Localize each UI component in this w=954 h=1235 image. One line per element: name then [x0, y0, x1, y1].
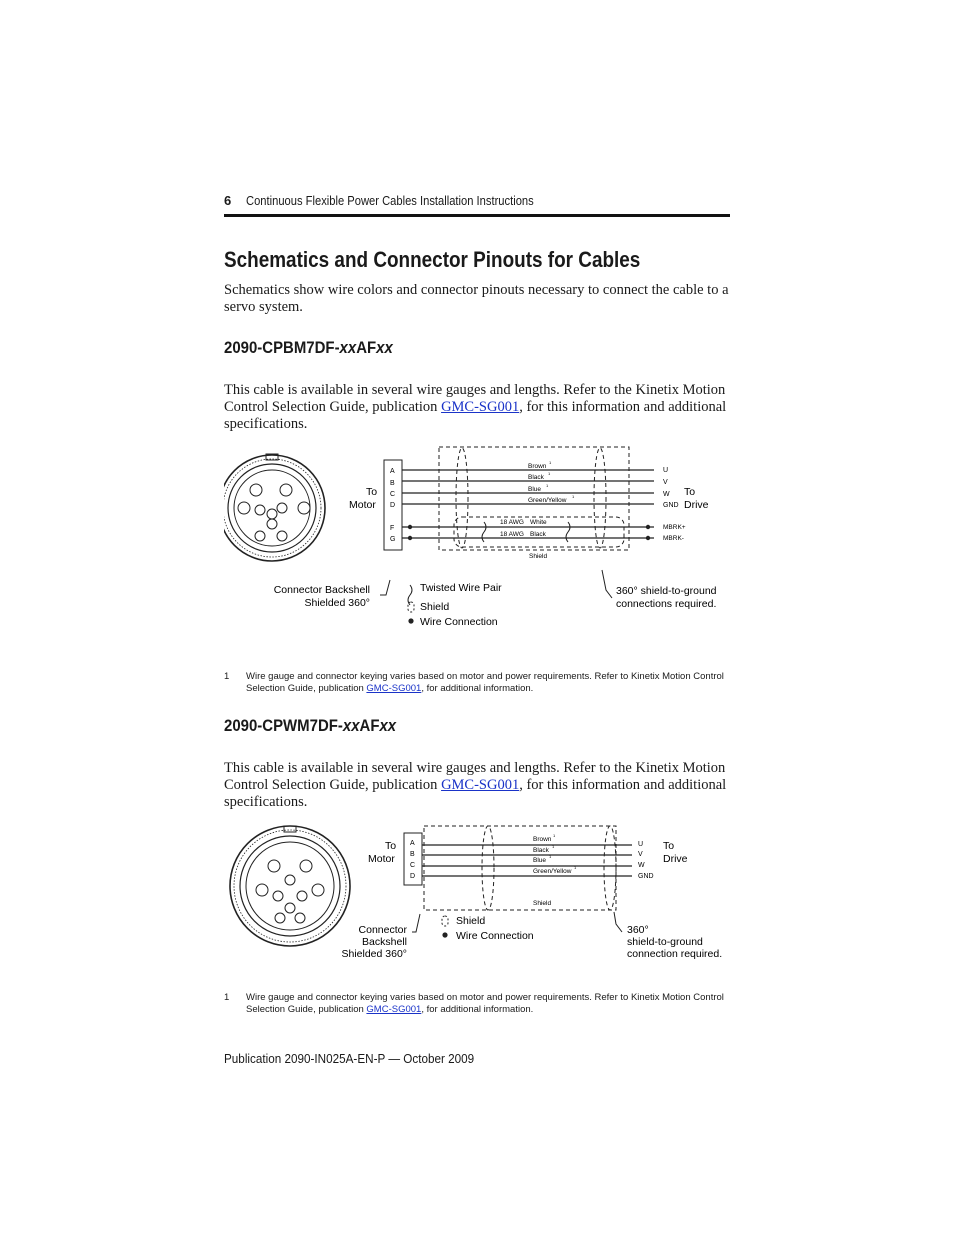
pin-C: C: [410, 862, 416, 869]
cable1-desc-text: This cable is available in several wire gauges and lengths. Refer to the Kinetix Motion Control Selection Guide, publication: [224, 382, 726, 415]
term-W: W: [638, 862, 645, 869]
shield-icon: [442, 916, 448, 926]
legend-shield: Shield: [456, 915, 486, 927]
wire-greenyellow-note: 1: [574, 865, 577, 870]
wire-black-note: 1: [552, 844, 555, 849]
term-W: W: [663, 491, 670, 498]
term-V: V: [638, 851, 643, 858]
backshell-label-3: Shielded 360°: [341, 948, 407, 960]
wire-brown-note: 1: [549, 460, 552, 465]
ground-note: 360° shield-to-ground: [616, 585, 717, 597]
backshell-label-2: Shielded 360°: [304, 597, 370, 609]
cable1-heading: [224, 338, 393, 358]
inner-shield-label: Shield: [529, 553, 548, 560]
to-motor-label-2: Motor: [349, 499, 376, 511]
term-U: U: [638, 841, 644, 848]
pin-C: C: [390, 491, 396, 498]
pin-D: D: [410, 873, 416, 880]
ground-note-2: connections required.: [616, 598, 717, 610]
cable2-heading: [224, 716, 396, 736]
ground-note-2: shield-to-ground: [627, 936, 703, 948]
term-MBRK-plus: MBRK+: [663, 524, 686, 531]
cable1-description: [224, 382, 732, 433]
wire-blue-note: 1: [546, 483, 549, 488]
section-intro: Schematics show wire colors and connector pinouts necessary to connect the cable to a servo system.: [224, 282, 729, 315]
to-motor-label-2: Motor: [368, 853, 395, 865]
wire-brown-label: Brown: [528, 463, 547, 470]
to-motor-label: To: [385, 840, 397, 852]
wire-brown-note: 1: [553, 833, 556, 838]
cable2-schematic: [224, 820, 744, 970]
cable2-footnote-marker: 1: [224, 992, 230, 1003]
wire-black-note: 1: [548, 471, 551, 476]
wire-greenyellow-note: 1: [572, 494, 575, 499]
term-V: V: [663, 479, 668, 486]
publication-footer: Publication 2090-IN025A-EN-P — October 2009: [224, 1051, 475, 1066]
cable2-footnote-link[interactable]: GMC-SG001: [366, 1004, 422, 1015]
to-drive-label-2: Drive: [663, 853, 688, 865]
cable1-footnote-text: Wire gauge and connector keying varies based on motor and power requirements. Refer to Kinetix Motion Control Selection Guide, publication: [246, 671, 724, 694]
wire-blue-note: 1: [549, 854, 552, 859]
twist-icon: [566, 522, 570, 542]
section-title: Schematics and Connector Pinouts for Cables: [224, 247, 641, 272]
cable1-heading-var2: xx: [376, 338, 393, 357]
ground-note-3: connection required.: [627, 948, 723, 960]
wire-blue-label: Blue: [528, 486, 542, 493]
cable2-heading-prefix: 2090-CPWM7DF-: [224, 716, 343, 735]
wire-greenyellow-label: Green/Yellow: [528, 497, 567, 504]
backshell-label: Connector Backshell: [273, 584, 370, 596]
pin-G: G: [390, 536, 396, 543]
to-drive-label: To: [684, 486, 696, 498]
cable2-heading-var2: xx: [379, 716, 397, 735]
connection-dot-icon: [408, 618, 413, 623]
cable1-heading-mid: AF: [356, 338, 377, 357]
legend-connection: Wire Connection: [420, 616, 498, 628]
cable1-footnote: [246, 671, 732, 695]
cable2-desc-text: This cable is available in several wire gauges and lengths. Refer to the Kinetix Motion Control Selection Guide, publication: [224, 760, 726, 793]
cable2-footnote-text: Wire gauge and connector keying varies based on motor and power requirements. Refer to Kinetix Motion Control Selection Guide, publication: [246, 992, 724, 1015]
brake-color-1: White: [530, 519, 547, 526]
twist-icon: [482, 522, 486, 542]
pin-D: D: [390, 502, 396, 509]
wire-blue-label: Blue: [533, 857, 547, 864]
cable2-footnote-end: , for additional information.: [421, 1004, 534, 1015]
page-number: 6: [224, 193, 232, 208]
cable2-description: [224, 760, 732, 811]
cable1-footnote-end: , for additional information.: [421, 683, 534, 694]
cable1-footnote-marker: 1: [224, 671, 230, 682]
pin-B: B: [390, 480, 395, 487]
header-rule: [224, 214, 730, 217]
brake-gauge-2: 18 AWG: [500, 531, 524, 538]
pin-A: A: [390, 468, 395, 475]
to-drive-label: To: [663, 840, 675, 852]
term-GND: GND: [663, 502, 679, 509]
cable2-footnote: [246, 992, 732, 1016]
brake-gauge-1: 18 AWG: [500, 519, 524, 526]
wire-black-label: Black: [533, 847, 549, 854]
cable2-gmc-link[interactable]: GMC-SG001: [441, 777, 520, 793]
cable1-heading-var1: xx: [339, 338, 357, 357]
wire-black-label: Black: [528, 474, 544, 481]
cable1-desc-text-end: , for this information and additional specifications.: [224, 399, 727, 432]
connector-face-icon: [224, 454, 325, 561]
to-motor-label: To: [366, 486, 378, 498]
connector-face-icon: [230, 826, 350, 946]
cable1-gmc-link[interactable]: GMC-SG001: [441, 399, 520, 415]
to-drive-label-2: Drive: [684, 499, 709, 511]
brake-color-2: Black: [530, 531, 546, 538]
cable1-footnote-link[interactable]: GMC-SG001: [366, 683, 422, 694]
legend-shield: Shield: [420, 601, 450, 613]
legend-twisted-pair: Twisted Wire Pair: [420, 582, 502, 594]
term-MBRK-minus: MBRK-: [663, 535, 684, 542]
power-wires: [422, 845, 632, 876]
wire-greenyellow-label: Green/Yellow: [533, 868, 572, 875]
cable2-desc-text-end: , for this information and additional specifications.: [224, 777, 727, 810]
outer-shield: [424, 826, 616, 910]
cable1-heading-prefix: 2090-CPBM7DF-: [224, 338, 340, 357]
pin-B: B: [410, 851, 415, 858]
inner-shield-label: Shield: [533, 900, 552, 907]
pin-F: F: [390, 525, 395, 532]
ground-note: 360°: [627, 924, 649, 936]
cable2-heading-mid: AF: [359, 716, 380, 735]
term-U: U: [663, 467, 669, 474]
backshell-label-2: Backshell: [362, 936, 407, 948]
pin-A: A: [410, 840, 415, 847]
backshell-label: Connector: [358, 924, 407, 936]
cable1-schematic: [224, 440, 744, 640]
term-GND: GND: [638, 873, 654, 880]
cable2-heading-var1: xx: [342, 716, 360, 735]
connection-dot-icon: [442, 932, 447, 937]
wire-brown-label: Brown: [533, 836, 552, 843]
legend-connection: Wire Connection: [456, 930, 534, 942]
running-header-title: Continuous Flexible Power Cables Installation Instructions: [246, 193, 534, 208]
